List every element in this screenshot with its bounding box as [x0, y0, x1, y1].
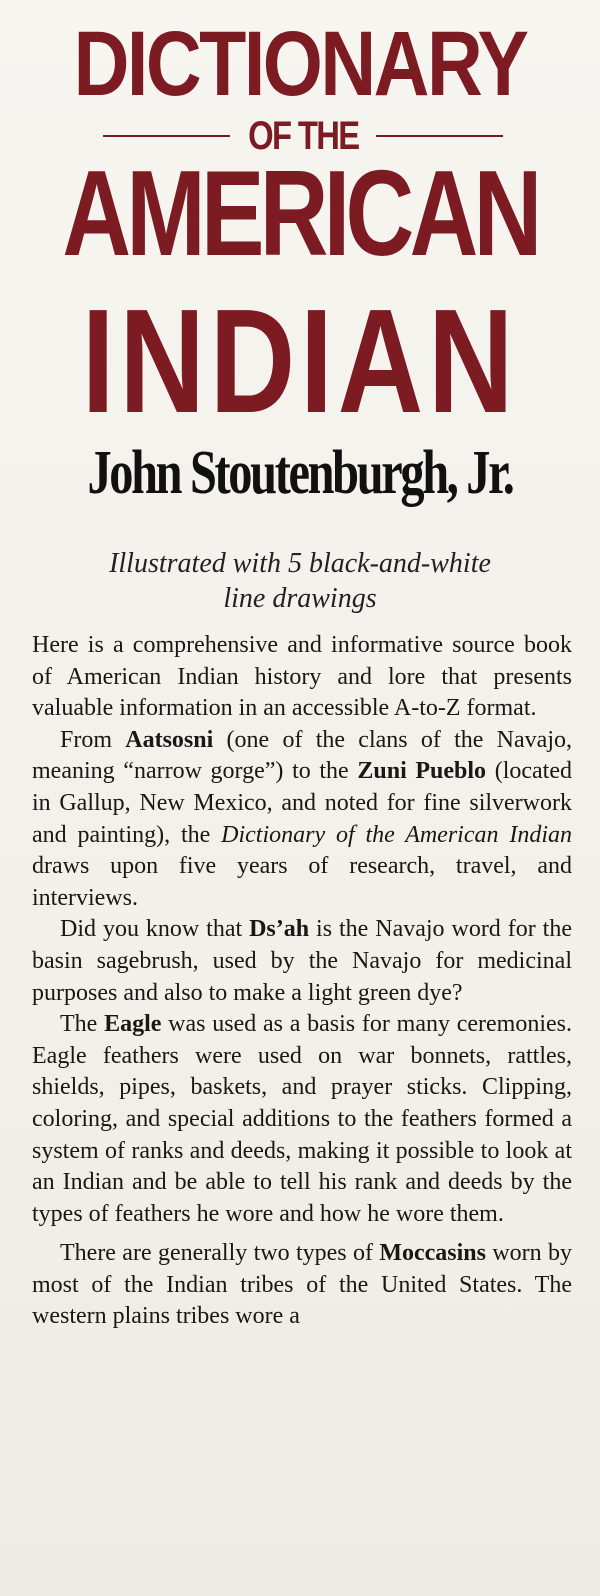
book-title-italic: Dictionary of the American Indian [221, 821, 572, 848]
description-text [32, 630, 572, 1333]
p5-text-a: There are generally two types of [60, 1240, 380, 1267]
term-moccasins: Moccasins [379, 1240, 486, 1267]
p2-text-c: (one of the clans of the Navajo, meaning “narrow gorge”) to the [32, 726, 572, 785]
p2-text-a: From [60, 726, 126, 753]
author-name: John Stoutenburgh, Jr. [87, 439, 513, 507]
title-indian: INDIAN [81, 279, 519, 444]
title-rule-left [103, 135, 230, 137]
illustration-note-line2: line drawings [223, 583, 377, 614]
term-eagle: Eagle [104, 1011, 162, 1038]
paragraph-intro: Here is a comprehensive and informative source book of American Indian history and lore that presents valuable information in an accessible A-to-Z format. [32, 632, 572, 722]
p4-text-c: was used as a basis for many ceremonies. Eagle feathers were used on war bonnets, rattles, shields, pipes, baskets, and prayer sticks. Clipping, coloring, and special additions to the feathers formed a system of ranks and deeds, making it possible to look at an Indian and be able to tell his rank and deeds by the types of feathers he wore and how he wore them. [32, 1011, 573, 1227]
title-dictionary: DICTIONARY [73, 13, 527, 115]
term-aatsosni: Aatsosni [125, 726, 214, 753]
paragraph-aatsosni [32, 725, 572, 915]
p3-text-c: is the Navajo word for the basin sagebrush, used by the Navajo for medicinal purposes and also to make a light green dye? [32, 916, 572, 1006]
title-rule-right [376, 135, 503, 137]
illustration-note [0, 546, 600, 616]
title-of-the: OF THE [247, 113, 359, 158]
title-american: AMERICAN [62, 145, 538, 281]
illustration-note-line1: Illustrated with 5 black-and-white [109, 548, 491, 579]
paragraph-dsah [32, 914, 572, 1009]
term-zuni-pueblo: Zuni Pueblo [357, 758, 487, 785]
p2-text-g: draws upon five years of research, travel, and interviews. [32, 853, 572, 911]
paragraph-moccasins [32, 1238, 572, 1333]
p2-text-e: (located in Gallup, New Mexico, and noted for fine silverwork and painting), the [32, 758, 572, 848]
p3-text-a: Did you know that [60, 916, 250, 943]
p5-text-c: worn by most of the Indian tribes of the United States. The western plains tribes wore a [32, 1240, 572, 1330]
term-dsah: Ds’ah [249, 916, 310, 943]
p4-text-a: The [60, 1011, 105, 1038]
paragraph-eagle [32, 1009, 572, 1230]
